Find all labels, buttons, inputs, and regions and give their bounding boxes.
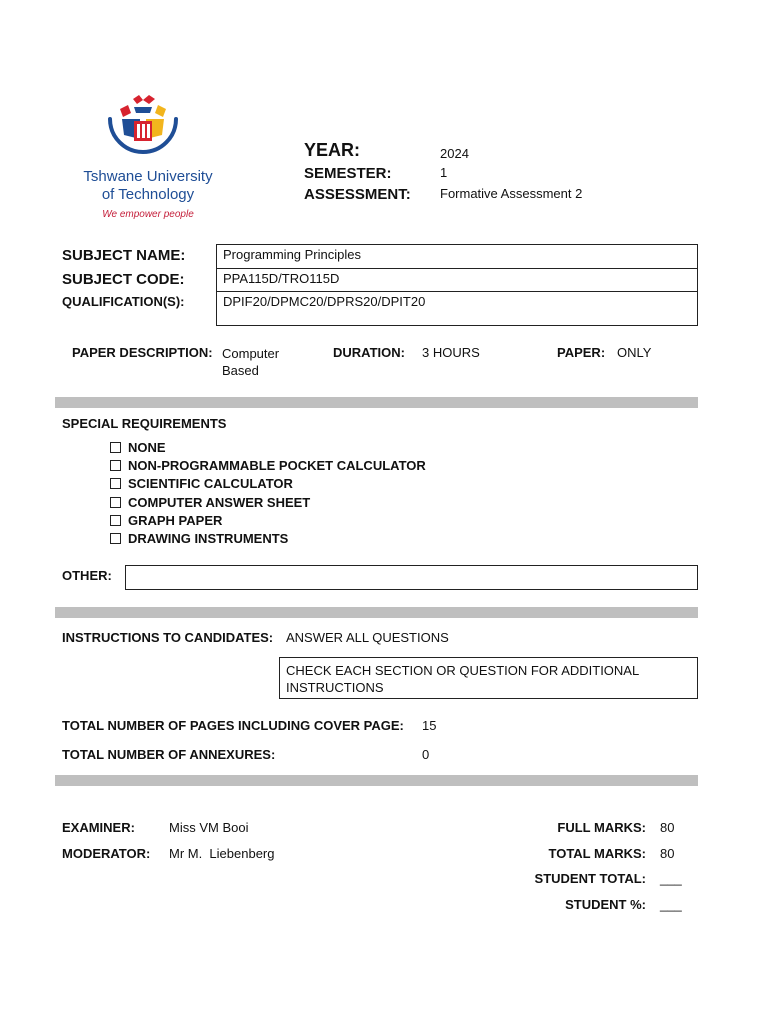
section-divider	[55, 775, 698, 786]
checkbox[interactable]	[110, 442, 121, 453]
university-name	[72, 168, 224, 204]
checkbox[interactable]	[110, 515, 121, 526]
total-marks-label: TOTAL MARKS:	[548, 846, 646, 861]
instructions-box	[279, 657, 698, 699]
other-field[interactable]	[125, 565, 698, 590]
student-total-value[interactable]: ___	[660, 871, 682, 886]
moderator-label: MODERATOR:	[62, 846, 151, 861]
subject-table	[216, 244, 698, 326]
requirement-graph-paper	[110, 513, 222, 528]
year-value: 2024	[440, 146, 469, 161]
requirement-none	[110, 440, 166, 455]
university-tagline: We empower people	[102, 209, 194, 220]
requirement-pocket-calculator	[110, 458, 426, 473]
checkbox[interactable]	[110, 533, 121, 544]
requirement-label: NONE	[128, 440, 166, 455]
subject-code-label: SUBJECT CODE:	[62, 271, 185, 288]
subject-name-value: Programming Principles	[217, 245, 697, 269]
full-marks-value: 80	[660, 820, 675, 835]
student-total-label: STUDENT TOTAL:	[534, 871, 646, 886]
examiner-value: Miss VM Booi	[169, 820, 249, 835]
year-label: YEAR:	[304, 140, 361, 160]
assessment-label: ASSESSMENT:	[304, 186, 411, 203]
instructions-box-line2: INSTRUCTIONS	[286, 680, 384, 695]
student-percent-value[interactable]: ___	[660, 897, 682, 912]
full-marks-label: FULL MARKS:	[557, 820, 646, 835]
checkbox[interactable]	[110, 497, 121, 508]
tut-logo-mark	[106, 95, 180, 165]
qualification-value: DPIF20/DPMC20/DPRS20/DPIT20	[223, 294, 426, 309]
semester-value: 1	[440, 165, 448, 180]
section-divider	[55, 397, 698, 408]
requirement-scientific-calculator	[110, 476, 293, 491]
requirement-label: GRAPH PAPER	[128, 513, 223, 528]
paper-description-label: PAPER DESCRIPTION:	[72, 345, 213, 360]
requirement-label: COMPUTER ANSWER SHEET	[128, 495, 311, 510]
assessment-value: Formative Assessment 2	[440, 186, 583, 201]
total-pages-label: TOTAL NUMBER OF PAGES INCLUDING COVER PAGE:	[62, 718, 404, 733]
paper-label: PAPER:	[557, 345, 606, 360]
paper-description-line1: Computer	[222, 346, 280, 361]
total-annexures-label: TOTAL NUMBER OF ANNEXURES:	[62, 747, 276, 762]
total-annexures-value: 0	[422, 747, 430, 762]
moderator-value: Mr M. Liebenberg	[169, 846, 275, 861]
duration-value: 3 HOURS	[422, 345, 480, 360]
paper-description-value	[222, 345, 279, 379]
paper-description-line2: Based	[222, 363, 259, 378]
other-label: OTHER:	[62, 568, 112, 583]
university-name-line1: Tshwane University	[83, 168, 213, 185]
instructions-label: INSTRUCTIONS TO CANDIDATES:	[62, 630, 274, 645]
total-pages-value: 15	[422, 718, 437, 733]
requirement-label: NON-PROGRAMMABLE POCKET CALCULATOR	[128, 458, 426, 473]
requirement-label: DRAWING INSTRUMENTS	[128, 531, 289, 546]
requirement-drawing-instruments	[110, 531, 288, 546]
examiner-label: EXAMINER:	[62, 820, 135, 835]
instructions-line1: ANSWER ALL QUESTIONS	[286, 630, 449, 645]
total-marks-value: 80	[660, 846, 675, 861]
paper-value: ONLY	[617, 345, 652, 360]
semester-label: SEMESTER:	[304, 165, 392, 182]
subject-name-label: SUBJECT NAME:	[62, 247, 186, 264]
university-name-line2: of Technology	[101, 186, 195, 203]
requirement-label: SCIENTIFIC CALCULATOR	[128, 476, 293, 491]
section-divider	[55, 607, 698, 618]
duration-label: DURATION:	[333, 345, 405, 360]
instructions-box-line1: CHECK EACH SECTION OR QUESTION FOR ADDITIONAL	[286, 663, 640, 678]
qualification-label: QUALIFICATION(S):	[62, 294, 185, 309]
checkbox[interactable]	[110, 460, 121, 471]
checkbox[interactable]	[110, 478, 121, 489]
student-percent-label: STUDENT %:	[565, 897, 646, 912]
requirement-answer-sheet	[110, 495, 310, 510]
subject-code-value: PPA115D/TRO115D	[217, 269, 697, 292]
special-requirements-title: SPECIAL REQUIREMENTS	[62, 416, 227, 431]
